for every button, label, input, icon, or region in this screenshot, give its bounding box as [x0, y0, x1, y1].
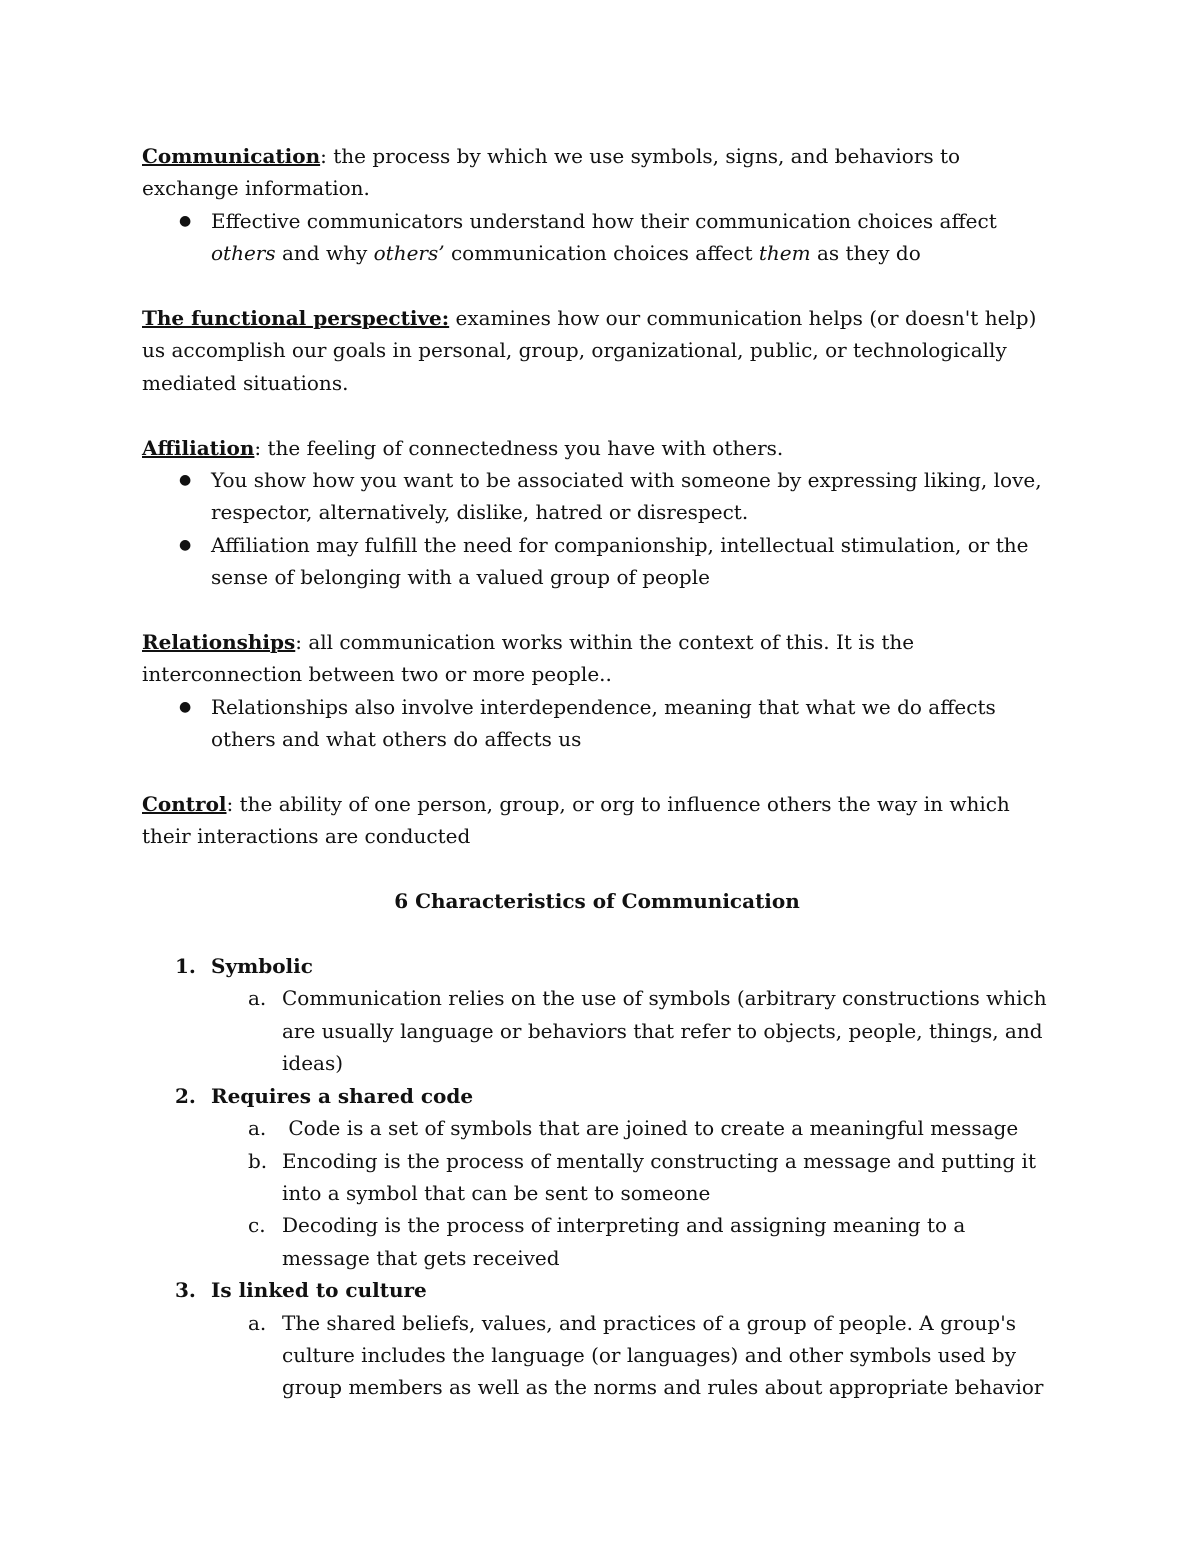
- sub-item: [142, 1112, 1052, 1144]
- definition-control: [142, 788, 1052, 853]
- bullet-text: communication choices affect: [444, 241, 759, 266]
- bullet-emphasis: others’: [373, 241, 445, 266]
- bullet-text: and why: [275, 241, 374, 266]
- sub-list: [142, 1112, 1052, 1274]
- item-number: 1.: [175, 954, 196, 979]
- definition-functional-perspective: [142, 302, 1052, 399]
- spacer: [142, 853, 1052, 885]
- definition-relationships-text: : all communication works within the context of this. It is the interconnection between two or more people..: [142, 630, 915, 687]
- spacer: [142, 399, 1052, 431]
- sub-list: [142, 1307, 1052, 1404]
- characteristic-item: [142, 950, 1052, 1080]
- characteristics-list: [142, 950, 1052, 1404]
- list-item: ● Relationships also involve interdependence, meaning that what we do affects others and what others do affects us: [142, 691, 1052, 756]
- item-title: Requires a shared code: [211, 1083, 474, 1108]
- characteristic-item: [142, 1080, 1052, 1274]
- sub-item: [142, 1209, 1052, 1274]
- spacer: [142, 594, 1052, 626]
- spacer: [142, 756, 1052, 788]
- sub-item-text: The shared beliefs, values, and practices of a group of people. A group's culture includes the language (or languages) and other symbols used by group members as well as the norms and rules about appropriate behavior: [282, 1310, 1044, 1400]
- sub-item: [142, 1145, 1052, 1210]
- definition-affiliation-text: : the feeling of connectedness you have with others.: [254, 435, 784, 460]
- sub-item: [142, 1307, 1052, 1404]
- definition-affiliation: [142, 432, 1052, 464]
- sub-item-letter: a.: [248, 1310, 267, 1335]
- item-title: Is linked to culture: [211, 1278, 427, 1303]
- sub-item-text: Communication relies on the use of symbols (arbitrary constructions which are usually language or behaviors that refer to objects, people, things, and ideas): [282, 986, 1047, 1076]
- affiliation-bullets: [142, 464, 1052, 594]
- sub-item-letter: b.: [248, 1148, 268, 1173]
- sub-item-text: Decoding is the process of interpreting and assigning meaning to a message that gets received: [282, 1213, 966, 1270]
- spacer: [142, 918, 1052, 950]
- term-relationships: Relationships: [142, 630, 296, 655]
- section-heading: 6 Characteristics of Communication: [394, 889, 800, 914]
- definition-relationships: [142, 626, 1052, 691]
- item-number: 2.: [175, 1083, 196, 1108]
- sub-item-letter: a.: [248, 1116, 267, 1141]
- sub-item: [142, 982, 1052, 1079]
- term-functional-perspective: The functional perspective:: [142, 306, 450, 331]
- sub-item-letter: a.: [248, 986, 267, 1011]
- sub-list: [142, 982, 1052, 1079]
- definition-functional-text: examines how our communication helps (or doesn't help) us accomplish our goals in personal, group, organizational, public, or technologically mediated situations.: [142, 306, 1037, 395]
- relationships-bullets: [142, 691, 1052, 756]
- sub-item-text: Code is a set of symbols that are joined to create a meaningful message: [282, 1116, 1019, 1141]
- list-item: ● You show how you want to be associated with someone by expressing liking, love, respector, alternatively, dislike, hatred or disrespect.: [142, 464, 1052, 529]
- term-communication: Communication: [142, 144, 321, 168]
- item-title: Symbolic: [211, 954, 313, 979]
- sub-item-letter: c.: [248, 1213, 266, 1238]
- communication-bullets: [142, 205, 1052, 270]
- list-item: ● Affiliation may fulfill the need for companionship, intellectual stimulation, or the sense of belonging with a valued group of people: [142, 529, 1052, 594]
- spacer: [142, 270, 1052, 302]
- characteristic-item: [142, 1274, 1052, 1404]
- definition-communication: [142, 140, 1052, 205]
- bullet-emphasis: them: [758, 241, 811, 266]
- bullet-text: Effective communicators understand how their communication choices affect: [211, 208, 997, 233]
- bullet-emphasis: others: [211, 241, 276, 266]
- term-affiliation: Affiliation: [142, 435, 255, 460]
- definition-communication-text: : the process by which we use symbols, signs, and behaviors to exchange information.: [142, 144, 961, 201]
- document-page: [142, 140, 1052, 1404]
- definition-control-text: : the ability of one person, group, or org to influence others the way in which their interactions are conducted: [142, 792, 1010, 849]
- item-number: 3.: [175, 1278, 196, 1303]
- term-control: Control: [142, 792, 227, 817]
- bullet-text: as they do: [810, 241, 921, 266]
- list-item: [142, 205, 1052, 270]
- sub-item-text: Encoding is the process of mentally constructing a message and putting it into a symbol that can be sent to someone: [282, 1148, 1036, 1205]
